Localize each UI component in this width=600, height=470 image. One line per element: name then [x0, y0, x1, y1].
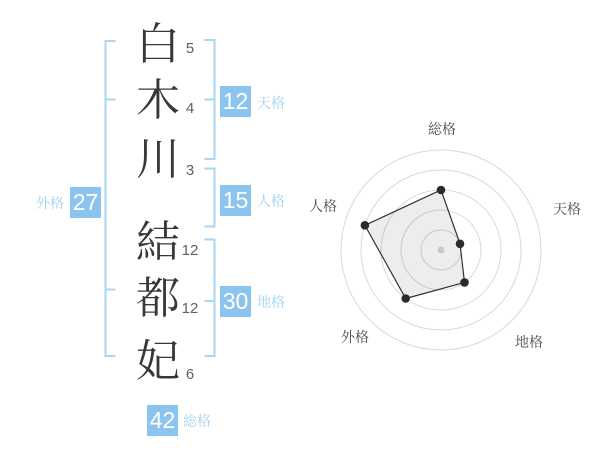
chikaku-bracket	[205, 240, 215, 357]
tenkaku-bracket	[205, 40, 215, 159]
radar-axis-label: 総格	[428, 121, 456, 137]
soukaku-label: 総格	[183, 413, 211, 429]
name-char-2: 木	[136, 76, 180, 125]
gaikaku-value-box: 27	[70, 187, 101, 218]
radar-data-point	[361, 221, 370, 230]
chikaku-value-box: 30	[220, 286, 251, 317]
chikaku-label: 地格	[257, 294, 285, 310]
radar-axis-label: 外格	[341, 329, 369, 345]
stroke-count-5: 12	[181, 300, 199, 317]
radar-data-point	[401, 294, 410, 303]
jinkaku-value-box: 15	[220, 185, 251, 216]
tenkaku-label: 天格	[257, 95, 285, 111]
name-char-1: 白	[136, 20, 180, 69]
tenkaku-value-box: 12	[220, 86, 251, 117]
gaikaku-bracket	[106, 41, 116, 356]
gaikaku-label: 外格	[36, 195, 64, 211]
name-char-4: 結	[136, 218, 180, 267]
stroke-count-4: 12	[181, 242, 199, 259]
radar-axis-label: 人格	[309, 198, 337, 214]
stroke-count-1: 5	[185, 40, 195, 57]
name-char-6: 妃	[136, 337, 180, 386]
radar-data-point	[437, 186, 446, 195]
name-char-5: 都	[136, 274, 180, 323]
stroke-count-3: 3	[185, 162, 195, 179]
stroke-count-2: 4	[185, 100, 195, 117]
radar-data-polygon	[365, 190, 465, 299]
radar-center-dot	[438, 247, 445, 254]
jinkaku-label: 人格	[257, 193, 285, 209]
stroke-count-6: 6	[185, 366, 195, 383]
jinkaku-bracket	[205, 169, 215, 227]
name-char-3: 川	[136, 135, 180, 184]
radar-axis-label: 天格	[553, 201, 581, 217]
fortune-radar-chart	[300, 80, 600, 420]
radar-axis-label: 地格	[515, 334, 543, 350]
radar-data-point	[460, 278, 469, 287]
radar-data-point	[456, 240, 465, 249]
soukaku-value-box: 42	[147, 405, 178, 436]
